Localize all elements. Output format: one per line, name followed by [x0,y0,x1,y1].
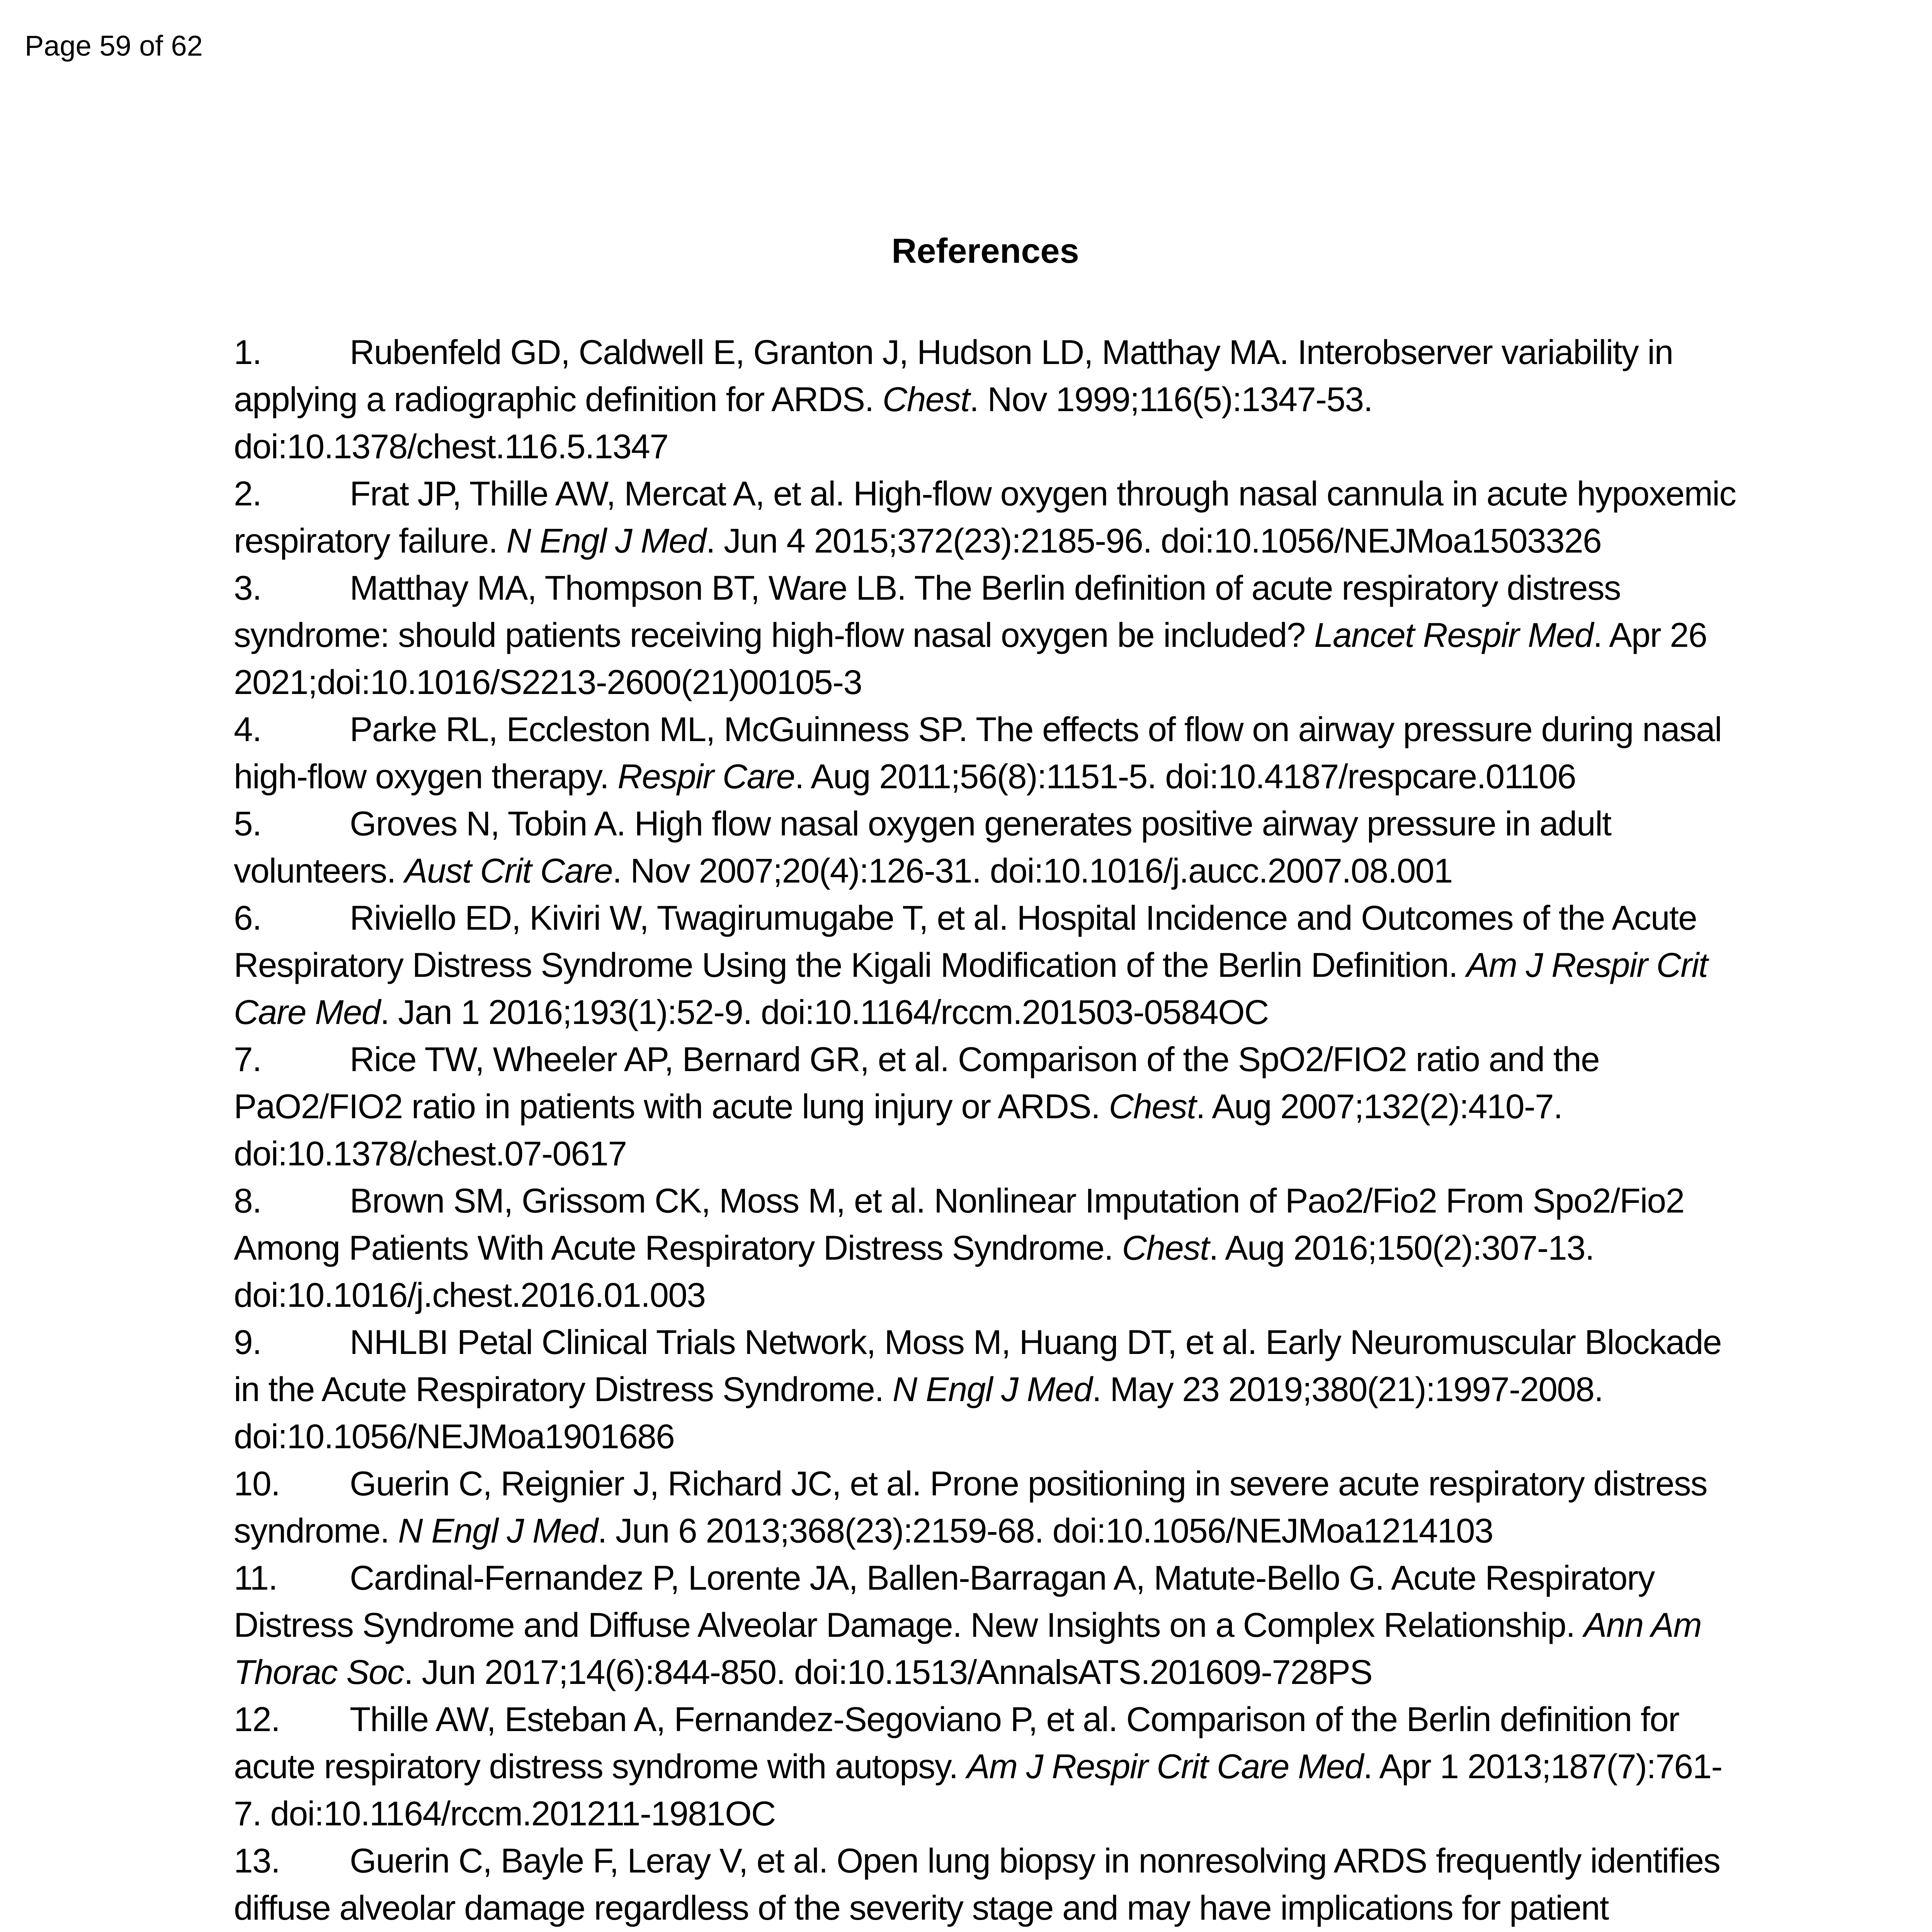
reference-citation: . Apr 26 2021;doi:10.1016/S2213-2600(21)00105-3 [234,616,1707,701]
reference-item [234,1554,1741,1696]
reference-item [234,894,1741,1036]
reference-item [234,1837,1741,1932]
journal-name: Lancet Respir Med [1314,616,1593,654]
reference-text: Thille AW, Esteban A, Fernandez-Segoviano P, et al. Comparison of the Berlin definition for acute respiratory distress syndrome with autopsy. [234,1700,1679,1786]
reference-text: Rice TW, Wheeler AP, Bernard GR, et al. Comparison of the SpO2/FIO2 ratio and the PaO2/FIO2 ratio in patients with acute lung injury or ARDS. [234,1040,1600,1126]
reference-citation: . Jun 4 2015;372(23):2185-96. doi:10.1056/NEJMoa1503326 [706,521,1602,560]
journal-name: Chest [882,380,969,418]
reference-text: Rubenfeld GD, Caldwell E, Granton J, Hudson LD, Matthay MA. Interobserver variability in applying a radiographic definition for ARDS. [234,333,1673,418]
reference-number: 3. [234,568,262,607]
journal-name: N Engl J Med [892,1370,1092,1408]
reference-text: Parke RL, Eccleston ML, McGuinness SP. The effects of flow on airway pressure during nasal high-flow oxygen therapy. [234,710,1722,796]
reference-text: Matthay MA, Thompson BT, Ware LB. The Berlin definition of acute respiratory distress syndrome: should patients receiving high-flow nasal oxygen be included? [234,568,1621,654]
journal-name: Chest [1122,1228,1209,1267]
reference-text: Cardinal-Fernandez P, Lorente JA, Ballen-Barragan A, Matute-Bello G. Acute Respiratory Distress Syndrome and Diffuse Alveolar Damage. New Insights on a Complex Relationship. [234,1558,1655,1644]
page-number-label: Page 59 of 62 [25,30,203,62]
journal-name: N Engl J Med [506,521,706,560]
reference-text: Riviello ED, Kiviri W, Twagirumugabe T, et al. Hospital Incidence and Outcomes of the Acute Respiratory Distress Syndrome Using the Kigali Modification of the Berlin Definition. [234,898,1697,984]
references-heading: References [891,232,1079,270]
reference-item [234,1460,1741,1554]
journal-name: N Engl J Med [398,1511,598,1550]
reference-number: 6. [234,898,262,937]
journal-name: Respir Care [617,757,795,796]
reference-item [234,470,1741,564]
reference-citation: . Aug 2007;132(2):410-7. doi:10.1378/chest.07-0617 [234,1087,1563,1173]
reference-item [234,1036,1741,1177]
reference-item [234,1696,1741,1837]
reference-list [234,328,1741,1932]
reference-citation: . Jun 6 2013;368(23):2159-68. doi:10.1056/NEJMoa1214103 [597,1511,1493,1550]
reference-number: 4. [234,710,262,748]
reference-number: 10. [234,1464,280,1503]
reference-number: 8. [234,1181,262,1220]
reference-text: NHLBI Petal Clinical Trials Network, Moss M, Huang DT, et al. Early Neuromuscular Blockade in the Acute Respiratory Distress Syndrome. [234,1323,1721,1408]
reference-text: Guerin C, Reignier J, Richard JC, et al. Prone positioning in severe acute respiratory distress syndrome. [234,1464,1708,1550]
reference-item [234,706,1741,800]
reference-citation: . May 23 2019;380(21):1997-2008. doi:10.1056/NEJMoa1901686 [234,1370,1603,1456]
reference-citation: . Aug 2016;150(2):307-13. doi:10.1016/j.chest.2016.01.003 [234,1228,1594,1314]
reference-number: 1. [234,333,262,371]
journal-name: Chest [1109,1087,1196,1126]
journal-name: Ann Am Thorac Soc [234,1605,1702,1691]
reference-number: 7. [234,1040,262,1078]
reference-text: Groves N, Tobin A. High flow nasal oxygen generates positive airway pressure in adult volunteers. [234,804,1611,890]
reference-citation: . Nov 2007;20(4):126-31. doi:10.1016/j.aucc.2007.08.001 [612,851,1452,890]
reference-citation: . Aug 2011;56(8):1151-5. doi:10.4187/respcare.01106 [794,757,1576,796]
reference-citation: . Jun 2017;14(6):844-850. doi:10.1513/AnnalsATS.201609-728PS [404,1653,1372,1691]
journal-name: Am J Respir Crit Care Med [234,946,1708,1031]
reference-item [234,328,1741,470]
reference-citation: . Nov 1999;116(5):1347-53. doi:10.1378/chest.116.5.1347 [234,380,1372,466]
reference-item [234,1177,1741,1318]
reference-number: 5. [234,804,262,843]
reference-citation: . Jan 1 2016;193(1):52-9. doi:10.1164/rccm.201503-0584OC [380,993,1269,1031]
journal-name: Aust Crit Care [405,851,612,890]
reference-number: 9. [234,1323,262,1361]
reference-text: Frat JP, Thille AW, Mercat A, et al. High-flow oxygen through nasal cannula in acute hypoxemic respiratory failure. [234,474,1736,560]
reference-number: 2. [234,474,262,513]
journal-name: Am J Respir Crit Care Med [967,1747,1363,1786]
reference-item [234,564,1741,706]
reference-number: 13. [234,1841,280,1880]
reference-text: Brown SM, Grissom CK, Moss M, et al. Nonlinear Imputation of Pao2/Fio2 From Spo2/Fio2 Among Patients With Acute Respiratory Distress Syndrome. [234,1181,1684,1267]
reference-item [234,1318,1741,1460]
reference-text: Guerin C, Bayle F, Leray V, et al. Open lung biopsy in nonresolving ARDS frequently identifies diffuse alveolar damage regardless of the severity stage and may have implications for patient [234,1841,1720,1927]
reference-number: 12. [234,1700,280,1738]
reference-number: 11. [234,1558,277,1597]
reference-item [234,800,1741,894]
reference-citation: . Apr 1 2013;187(7):761-7. doi:10.1164/rccm.201211-1981OC [234,1747,1722,1833]
